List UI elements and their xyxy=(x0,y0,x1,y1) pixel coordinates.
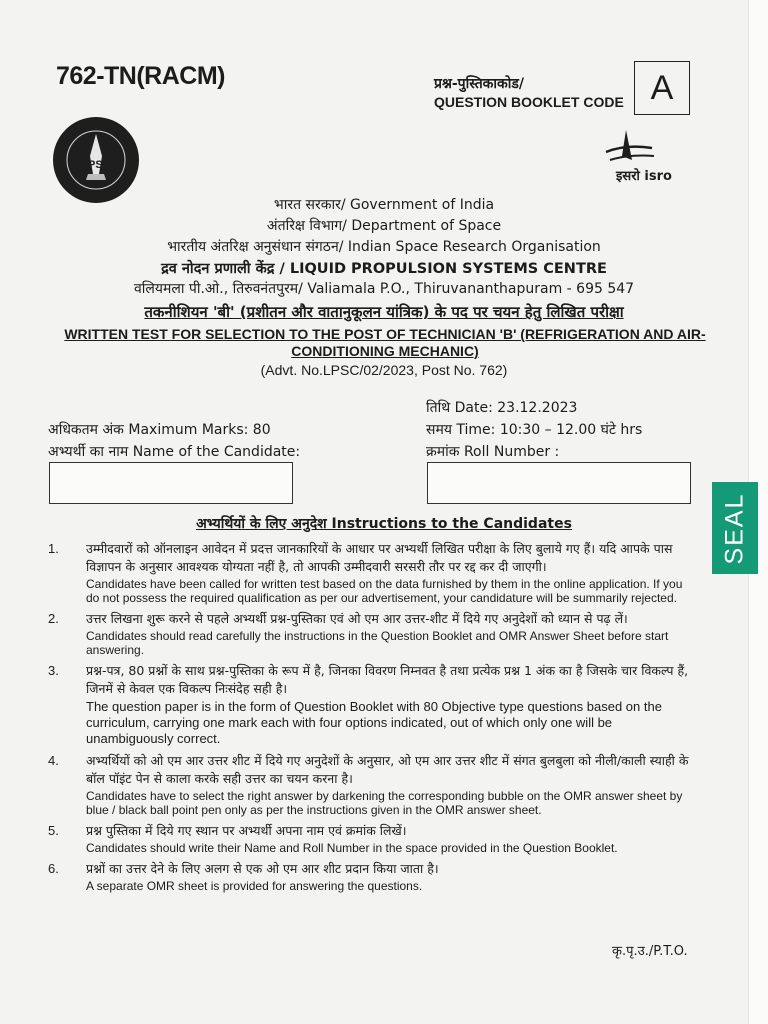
instruction-english: A separate OMR sheet is provided for answering the questions. xyxy=(86,879,423,893)
exam-time: समय Time: 10:30 – 12.00 घंटे hrs xyxy=(426,422,643,438)
booklet-code-label: QUESTION BOOKLET CODE xyxy=(434,94,624,110)
exam-title: WRITTEN TEST FOR SELECTION TO THE POST OF TECHNICIAN 'B' (REFRIGERATION AND AIR-CONDITIONING MECHANIC) xyxy=(64,326,706,359)
org-line-lpsc: द्रव नोदन प्रणाली केंद्र / LIQUID PROPULSION SYSTEMS CENTRE xyxy=(161,261,607,277)
instruction-item xyxy=(48,540,696,605)
instruction-number: 4. xyxy=(48,753,59,768)
instructions-list xyxy=(48,540,696,898)
instruction-hindi: प्रश्न-पत्र, 80 प्रश्नों के साथ प्रश्न-पुस्तिका के रूप में है, जिनका विवरण निम्नवत है तथा प्रत्येक प्रश्न 1 अंक का है जिसके चार विकल्प हैं, जिनमें से केवल एक विकल्प निःसंदेह सही है। xyxy=(86,663,689,696)
isro-logo-text: इसरो isro xyxy=(616,169,672,184)
instruction-english: The question paper is in the form of Question Booklet with 80 Objective type questions based on the curriculum, carrying one mark each with four options indicated, out of which only one will be unambiguously correct. xyxy=(86,699,662,746)
instruction-item xyxy=(48,752,696,817)
exam-date: तिथि Date: 23.12.2023 xyxy=(426,400,578,416)
instruction-item xyxy=(48,822,696,855)
instructions-title: अभ्यर्थियों के लिए अनुदेश Instructions to the Candidates xyxy=(196,516,572,532)
isro-logo xyxy=(596,126,692,186)
instruction-english: Candidates should write their Name and Roll Number in the space provided in the Question Booklet. xyxy=(86,841,618,855)
roll-number-box[interactable] xyxy=(427,462,691,504)
candidate-name-box[interactable] xyxy=(49,462,293,504)
roll-number-label: क्रमांक Roll Number : xyxy=(426,444,560,460)
instruction-number: 6. xyxy=(48,861,59,876)
instruction-item xyxy=(48,610,696,657)
instruction-item xyxy=(48,860,696,893)
instruction-hindi: उत्तर लिखना शुरू करने से पहले अभ्यर्थी प्रश्न-पुस्तिका एवं ओ एम आर उत्तर-शीट में दिये गए अनुदेशों को ध्यान से पढ़ लें। xyxy=(86,611,628,626)
maximum-marks: अधिकतम अंक Maximum Marks: 80 xyxy=(48,422,271,438)
instruction-hindi: अभ्यर्थियों को ओ एम आर उत्तर शीट में दिये गए अनुदेशों के अनुसार, ओ एम आर उत्तर शीट में संगत बुलबुला को नीली/काली स्याही के बॉल पॉइंट पेन से काला करके सही उत्तर का चयन करना है। xyxy=(86,753,689,786)
question-paper-code: 762-TN(RACM) xyxy=(56,62,225,90)
instruction-number: 5. xyxy=(48,823,59,838)
instruction-english: Candidates should read carefully the instructions in the Question Booklet and OMR Answer Sheet before start answering. xyxy=(86,629,669,657)
seal-label: SEAL xyxy=(720,492,749,564)
org-line-address: वलियमला पी.ओ., तिरुवनंतपुरम/ Valiamala P.O., Thiruvananthapuram - 695 547 xyxy=(133,281,635,297)
instruction-number: 2. xyxy=(48,611,59,626)
booklet-code-label-hindi: प्रश्न-पुस्तिकाकोड/ xyxy=(434,76,525,92)
instruction-number: 1. xyxy=(48,541,59,556)
booklet-code-box: A xyxy=(634,61,690,115)
org-line-isro: भारतीय अंतरिक्ष अनुसंधान संगठन/ Indian Space Research Organisation xyxy=(167,239,601,255)
exam-title-hindi: तकनीशियन 'बी' (प्रशीतन और वातानुकूलन यांत्रिक) के पद पर चयन हेतु लिखित परीक्षा xyxy=(144,303,624,321)
instruction-number: 3. xyxy=(48,663,59,678)
instruction-item xyxy=(48,662,696,747)
lpsc-logo xyxy=(52,116,140,204)
instruction-english: Candidates have to select the right answer by darkening the corresponding bubble on the OMR answer sheet by blue / black ball point pen only as per the instructions given in the OMR answer sheet. xyxy=(86,789,683,817)
candidate-name-label: अभ्यर्थी का नाम Name of the Candidate: xyxy=(48,444,301,460)
instruction-hindi: उम्मीदवारों को ऑनलाइन आवेदन में प्रदत्त जानकारियों के आधार पर अभ्यर्थी लिखित परीक्षा के लिए बुलाये गए हैं। यदि आपके पास विज्ञापन के अनुसार आवश्यक योग्यता नहीं है, तो आपकी उम्मीदवारी सरसरी तौर पर रद्द कर दी जाएगी। xyxy=(86,541,673,574)
instruction-english: Candidates have been called for written test based on the data furnished by them in the online application. If you do not possess the required qualification as per our advertisement, your candidature will be summarily rejected. xyxy=(86,577,683,605)
org-line-department: अंतरिक्ष विभाग/ Department of Space xyxy=(266,218,502,234)
advertisement-number: (Advt. No.LPSC/02/2023, Post No. 762) xyxy=(260,362,508,378)
please-turn-over: कृ.पृ.उ./P.T.O. xyxy=(612,944,688,959)
instruction-hindi: प्रश्न पुस्तिका में दिये गए स्थान पर अभ्यर्थी अपना नाम एवं क्रमांक लिखें। xyxy=(86,823,407,838)
instruction-hindi: प्रश्नों का उत्तर देने के लिए अलग से एक ओ एम आर शीट प्रदान किया जाता है। xyxy=(86,861,439,876)
org-line-government: भारत सरकार/ Government of India xyxy=(273,197,495,213)
lpsc-logo-text: LPSC xyxy=(81,159,111,171)
